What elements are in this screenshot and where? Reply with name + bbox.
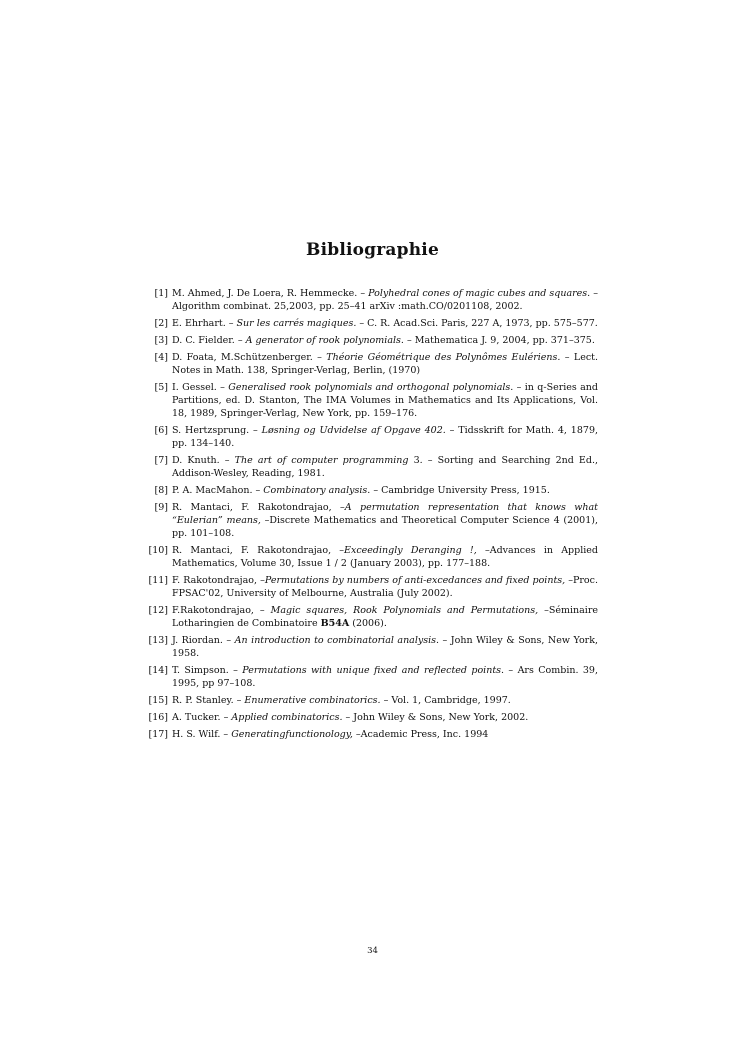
reference-title: Generatingfunctionology, [231, 729, 353, 740]
reference-volume: B54A [320, 618, 350, 629]
reference-number: [7] [154, 455, 168, 466]
reference-number: [13] [148, 635, 168, 646]
reference-details: – John Wiley & Sons, New York, 1958. [172, 635, 598, 659]
reference-details: – Ars Combin. 39, 1995, pp 97–108. [172, 665, 598, 689]
reference-number: [11] [148, 575, 168, 586]
reference-details: – C. R. Acad.Sci. Paris, 227 A, 1973, pp. 575–577. [356, 318, 598, 329]
reference-authors: R. P. Stanley. – [172, 695, 245, 706]
reference-item [146, 604, 598, 630]
reference-title: A generator of rook polynomials. [245, 335, 404, 346]
reference-details: – Mathematica J. 9, 2004, pp. 371–375. [403, 335, 595, 346]
reference-authors: F. Rakotondrajao, – [172, 575, 265, 586]
reference-authors: D. Knuth. – [172, 455, 235, 466]
reference-title: Combinatory analysis. [263, 485, 371, 496]
reference-number: [1] [154, 288, 168, 299]
reference-number: [17] [148, 729, 168, 740]
reference-authors: T. Simpson. – [172, 665, 243, 676]
reference-item [146, 728, 598, 741]
reference-details: – Cambridge University Press, 1915. [370, 485, 550, 496]
page-title: Bibliographie [306, 240, 439, 260]
reference-authors: P. A. MacMahon. – [172, 485, 264, 496]
reference-number: [15] [148, 695, 168, 706]
reference-authors: H. S. Wilf. – [172, 729, 232, 740]
reference-item [146, 664, 598, 690]
reference-details: – Tidsskrift for Math. 4, 1879, pp. 134–140. [172, 425, 599, 449]
reference-item [146, 317, 598, 330]
reference-item [146, 544, 598, 570]
bibliography-list [146, 287, 598, 745]
reference-title: Théorie Géométrique des Polynômes Eulériens. [326, 352, 561, 363]
reference-item [146, 574, 598, 600]
reference-authors: E. Ehrhart. – [172, 318, 237, 329]
reference-number: [12] [148, 605, 168, 616]
reference-authors: R. Mantaci, F. Rakotondrajao, – [172, 545, 345, 556]
reference-title: Enumerative combinatorics. [244, 695, 381, 706]
reference-number: [16] [148, 712, 168, 723]
reference-title: Permutations with unique fixed and reflected points. [242, 665, 505, 676]
reference-details: –Séminaire Lotharingien de Combinatoire [172, 605, 598, 629]
reference-title: The art of computer programming [234, 455, 409, 466]
reference-number: [9] [154, 502, 168, 513]
reference-title: Løsning og Udvidelse af Opgave 402. [261, 425, 446, 436]
reference-item [146, 287, 598, 313]
reference-item [146, 484, 598, 497]
reference-details: – Algorithm combinat. 25,2003, pp. 25–41 arXiv :math.CO/0201108, 2002. [172, 288, 599, 312]
reference-authors: D. C. Fielder. – [172, 335, 246, 346]
reference-number: [6] [154, 425, 168, 436]
reference-item [146, 501, 598, 540]
reference-details: – Vol. 1, Cambridge, 1997. [380, 695, 511, 706]
reference-title: Exceedingly Deranging !, [344, 545, 477, 556]
reference-details: –Proc. FPSAC'02, University of Melbourne, Australia (July 2002). [172, 575, 598, 599]
reference-authors: S. Hertzsprung. – [172, 425, 262, 436]
reference-authors: A. Tucker. – [172, 712, 232, 723]
reference-number: [14] [148, 665, 168, 676]
reference-title: Permutations by numbers of anti-excedances and fixed points, [264, 575, 566, 586]
reference-number: [3] [154, 335, 168, 346]
reference-authors: M. Ahmed, J. De Loera, R. Hemmecke. – [172, 288, 369, 299]
reference-item [146, 381, 598, 420]
reference-details: –Advances in Applied Mathematics, Volume 30, Issue 1 / 2 (January 2003), pp. 177–188. [172, 545, 598, 569]
reference-authors: D. Foata, M.Schützenberger. – [172, 352, 327, 363]
reference-item [146, 694, 598, 707]
reference-title: Sur les carrés magiques. [236, 318, 357, 329]
reference-number: [2] [154, 318, 168, 329]
reference-authors: J. Riordan. – [172, 635, 235, 646]
reference-details: – in q-Series and Partitions, ed. D. Stanton, The IMA Volumes in Mathematics and Its Applications, Vol. 18, 1989, Springer-Verlag, New York, pp. 159–176. [172, 382, 598, 419]
reference-title: Applied combinatorics. [231, 712, 343, 723]
reference-item [146, 454, 598, 480]
reference-number: [5] [154, 382, 168, 393]
reference-details: – Lect. Notes in Math. 138, Springer-Verlag, Berlin, (1970) [172, 352, 598, 376]
reference-title: Generalised rook polynomials and orthogonal polynomials. [228, 382, 514, 393]
reference-authors: I. Gessel. – [172, 382, 229, 393]
reference-details: –Academic Press, Inc. 1994 [352, 729, 489, 740]
reference-details: –Discrete Mathematics and Theoretical Computer Science 4 (2001), pp. 101–108. [172, 515, 598, 539]
page-number: 34 [367, 946, 378, 956]
reference-title: An introduction to combinatorial analysis. [234, 635, 440, 646]
reference-number: [4] [154, 352, 168, 363]
reference-item [146, 711, 598, 724]
reference-year: (2006). [349, 618, 387, 629]
reference-details: – John Wiley & Sons, New York, 2002. [342, 712, 529, 723]
reference-number: [10] [148, 545, 168, 556]
reference-item [146, 424, 598, 450]
reference-item [146, 334, 598, 347]
reference-title: A permutation representation that knows what “Eulerian” means, [172, 502, 598, 526]
reference-authors: F.Rakotondrajao, – [172, 605, 271, 616]
reference-title: Polyhedral cones of magic cubes and squares. [368, 288, 591, 299]
reference-item [146, 634, 598, 660]
reference-authors: R. Mantaci, F. Rakotondrajao, – [172, 502, 345, 513]
reference-details: 3. – Sorting and Searching 2nd Ed., Addison-Wesley, Reading, 1981. [172, 455, 598, 479]
reference-item [146, 351, 598, 377]
reference-number: [8] [154, 485, 168, 496]
reference-title: Magic squares, Rook Polynomials and Permutations, [270, 605, 539, 616]
